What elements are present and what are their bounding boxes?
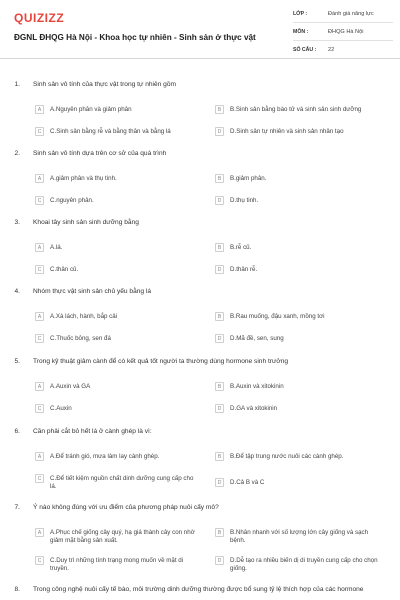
- option-text: A.Nguyên phân và giảm phân: [50, 106, 132, 113]
- option-text: A.Auxin và GA: [50, 383, 91, 390]
- option-text: C.Auxin: [50, 405, 72, 412]
- option-text: B.giảm phân.: [230, 175, 267, 182]
- option-text: A.Để tránh gió, mưa làm lay cành ghép.: [50, 453, 160, 460]
- option-text: A.Phục chế giống cây quý, hạ giá thành cây con nhờ giảm mặt bằng sản xuất.: [50, 529, 195, 544]
- option-text: B.rễ củ.: [230, 244, 252, 251]
- option-b[interactable]: [215, 105, 380, 114]
- option-text: D.Mã đề, sen, sung: [230, 335, 284, 342]
- option-b[interactable]: [215, 243, 380, 252]
- meta-row-subject: [293, 23, 393, 41]
- option-text: B.Nhân nhanh với số lượng lớn cây giống và sạch bệnh.: [230, 529, 369, 544]
- option-text: D.thân rễ.: [230, 266, 258, 273]
- option-text: D.thụ tinh.: [230, 197, 259, 204]
- option-letter-box: A: [35, 105, 44, 114]
- option-letter-box: C: [35, 474, 44, 483]
- option-letter-box: C: [35, 404, 44, 413]
- option-d[interactable]: [215, 334, 380, 343]
- option-c[interactable]: [35, 334, 200, 343]
- option-d[interactable]: [215, 127, 380, 136]
- option-b[interactable]: [215, 174, 380, 183]
- option-letter-box: A: [35, 382, 44, 391]
- option-text: C.Sinh sản bằng rễ và bằng thân và bằng lá: [50, 128, 171, 135]
- option-text: C.nguyên phân.: [50, 197, 94, 204]
- option-a[interactable]: [35, 312, 200, 321]
- option-letter-box: B: [215, 105, 224, 114]
- option-c[interactable]: [35, 265, 200, 274]
- option-b[interactable]: [215, 528, 380, 545]
- option-text: C.thân củ.: [50, 266, 79, 273]
- option-letter-box: B: [215, 243, 224, 252]
- option-letter-box: C: [35, 334, 44, 343]
- option-c[interactable]: [35, 556, 200, 573]
- option-c[interactable]: [35, 404, 200, 413]
- question-4: [0, 287, 400, 349]
- option-a[interactable]: [35, 528, 200, 545]
- meta-value: Đánh giá năng lực: [328, 10, 374, 17]
- meta-row-question-count: [293, 41, 393, 58]
- question-number: 4.: [14, 288, 20, 295]
- option-letter-box: A: [35, 243, 44, 252]
- option-text: A.lá.: [50, 244, 63, 251]
- option-a[interactable]: [35, 382, 200, 391]
- option-letter-box: D: [215, 478, 224, 487]
- option-letter-box: A: [35, 174, 44, 183]
- meta-value: 22: [328, 46, 335, 53]
- option-text: B.Rau muống, đậu xanh, mồng tơi: [230, 313, 325, 320]
- meta-key: LỚP :: [293, 10, 308, 17]
- option-text: B.Sinh sản bằng bào tử và sinh sản sinh dưỡng: [230, 106, 362, 113]
- question-8: [0, 585, 400, 594]
- option-letter-box: B: [215, 382, 224, 391]
- option-text: D.Cả B và C: [230, 479, 265, 486]
- option-letter-box: C: [35, 265, 44, 274]
- meta-value: ĐHQG Hà Nội: [328, 28, 364, 35]
- option-b[interactable]: [215, 382, 380, 391]
- option-d[interactable]: [215, 404, 380, 413]
- question-number: 3.: [14, 219, 20, 226]
- option-c[interactable]: [35, 127, 200, 136]
- question-3: [0, 218, 400, 280]
- meta-key: SỐ CÂU :: [293, 46, 317, 53]
- meta-key: MÔN :: [293, 28, 309, 35]
- question-2: [0, 149, 400, 211]
- option-b[interactable]: [215, 312, 380, 321]
- option-letter-box: D: [215, 556, 224, 565]
- option-a[interactable]: [35, 174, 200, 183]
- option-letter-box: A: [35, 312, 44, 321]
- question-number: 1.: [14, 81, 20, 88]
- question-text: Sinh sản vô tính của thực vật trong tự nhiên gồm: [33, 81, 176, 88]
- question-number: 5.: [14, 358, 20, 365]
- question-number: 2.: [14, 150, 20, 157]
- option-text: B.Để tập trung nước nuôi các cành ghép.: [230, 453, 344, 460]
- option-letter-box: B: [215, 312, 224, 321]
- question-text: Sinh sản vô tính dựa trên cơ sở của quá trình: [33, 150, 167, 157]
- option-text: C.Duy trì những tính trạng mong muốn về mặt di truyền.: [50, 557, 184, 572]
- option-letter-box: C: [35, 196, 44, 205]
- question-5: [0, 357, 400, 419]
- option-c[interactable]: [35, 474, 200, 491]
- option-text: C.Để tiết kiệm nguồn chất dinh dưỡng cung cấp cho lá.: [50, 475, 194, 490]
- question-text: Khoai tây sinh sản sinh dưỡng bằng: [33, 219, 139, 226]
- question-text: Ý nào không đúng với ưu điểm của phương pháp nuôi cấy mô?: [33, 504, 219, 511]
- question-7: [0, 503, 400, 580]
- option-letter-box: B: [215, 174, 224, 183]
- option-text: D.Dễ tạo ra nhiều biến dị di truyền cung cấp cho chọn giống.: [230, 557, 378, 572]
- page-title: ĐGNL ĐHQG Hà Nội - Khoa học tự nhiên - Sinh sản ở thực vật: [14, 33, 256, 42]
- option-d[interactable]: [215, 196, 380, 205]
- question-1: [0, 80, 400, 142]
- option-text: B.Auxin và xitokinin: [230, 383, 284, 390]
- option-text: A.Xà lách, hành, bắp cải: [50, 313, 118, 320]
- option-letter-box: D: [215, 265, 224, 274]
- option-a[interactable]: [35, 243, 200, 252]
- option-text: D.Sinh sản tự nhiên và sinh sản nhân tạo: [230, 128, 344, 135]
- option-d[interactable]: [215, 478, 380, 487]
- option-letter-box: A: [35, 528, 44, 537]
- option-text: A.giảm phân và thụ tinh.: [50, 175, 117, 182]
- question-text: Cần phải cắt bỏ hết lá ở cành ghép là vì:: [33, 428, 152, 435]
- option-letter-box: D: [215, 196, 224, 205]
- question-number: 6.: [14, 428, 20, 435]
- option-d[interactable]: [215, 265, 380, 274]
- option-letter-box: B: [215, 452, 224, 461]
- meta-row-class: [293, 5, 393, 23]
- question-number: 7.: [14, 504, 20, 511]
- question-6: [0, 427, 400, 496]
- question-text: Trong kỹ thuật giâm cành để có kết quả tốt người ta thường dùng hormone sinh trưởng: [33, 358, 289, 365]
- worksheet-header: [0, 0, 400, 59]
- option-letter-box: D: [215, 334, 224, 343]
- question-text: Nhóm thực vật sinh sản chủ yếu bằng lá: [33, 288, 152, 295]
- option-a[interactable]: [35, 105, 200, 114]
- meta-table: [293, 5, 393, 58]
- option-letter-box: B: [215, 528, 224, 537]
- question-text: Trong công nghệ nuôi cấy tế bào, môi trường dinh dưỡng thường được bổ sung tỷ lệ thích hợp của các hormone: [33, 586, 364, 593]
- option-b[interactable]: [215, 452, 380, 461]
- option-letter-box: C: [35, 127, 44, 136]
- option-letter-box: D: [215, 127, 224, 136]
- option-letter-box: A: [35, 452, 44, 461]
- option-a[interactable]: [35, 452, 200, 461]
- option-c[interactable]: [35, 196, 200, 205]
- option-text: D.GA và xitokinin: [230, 405, 278, 412]
- option-text: C.Thuốc bỏng, sen đá: [50, 335, 111, 342]
- quizizz-logo: QUIZIZZ: [14, 11, 65, 25]
- option-d[interactable]: [215, 556, 380, 573]
- question-number: 8.: [14, 586, 20, 593]
- option-letter-box: D: [215, 404, 224, 413]
- option-letter-box: C: [35, 556, 44, 565]
